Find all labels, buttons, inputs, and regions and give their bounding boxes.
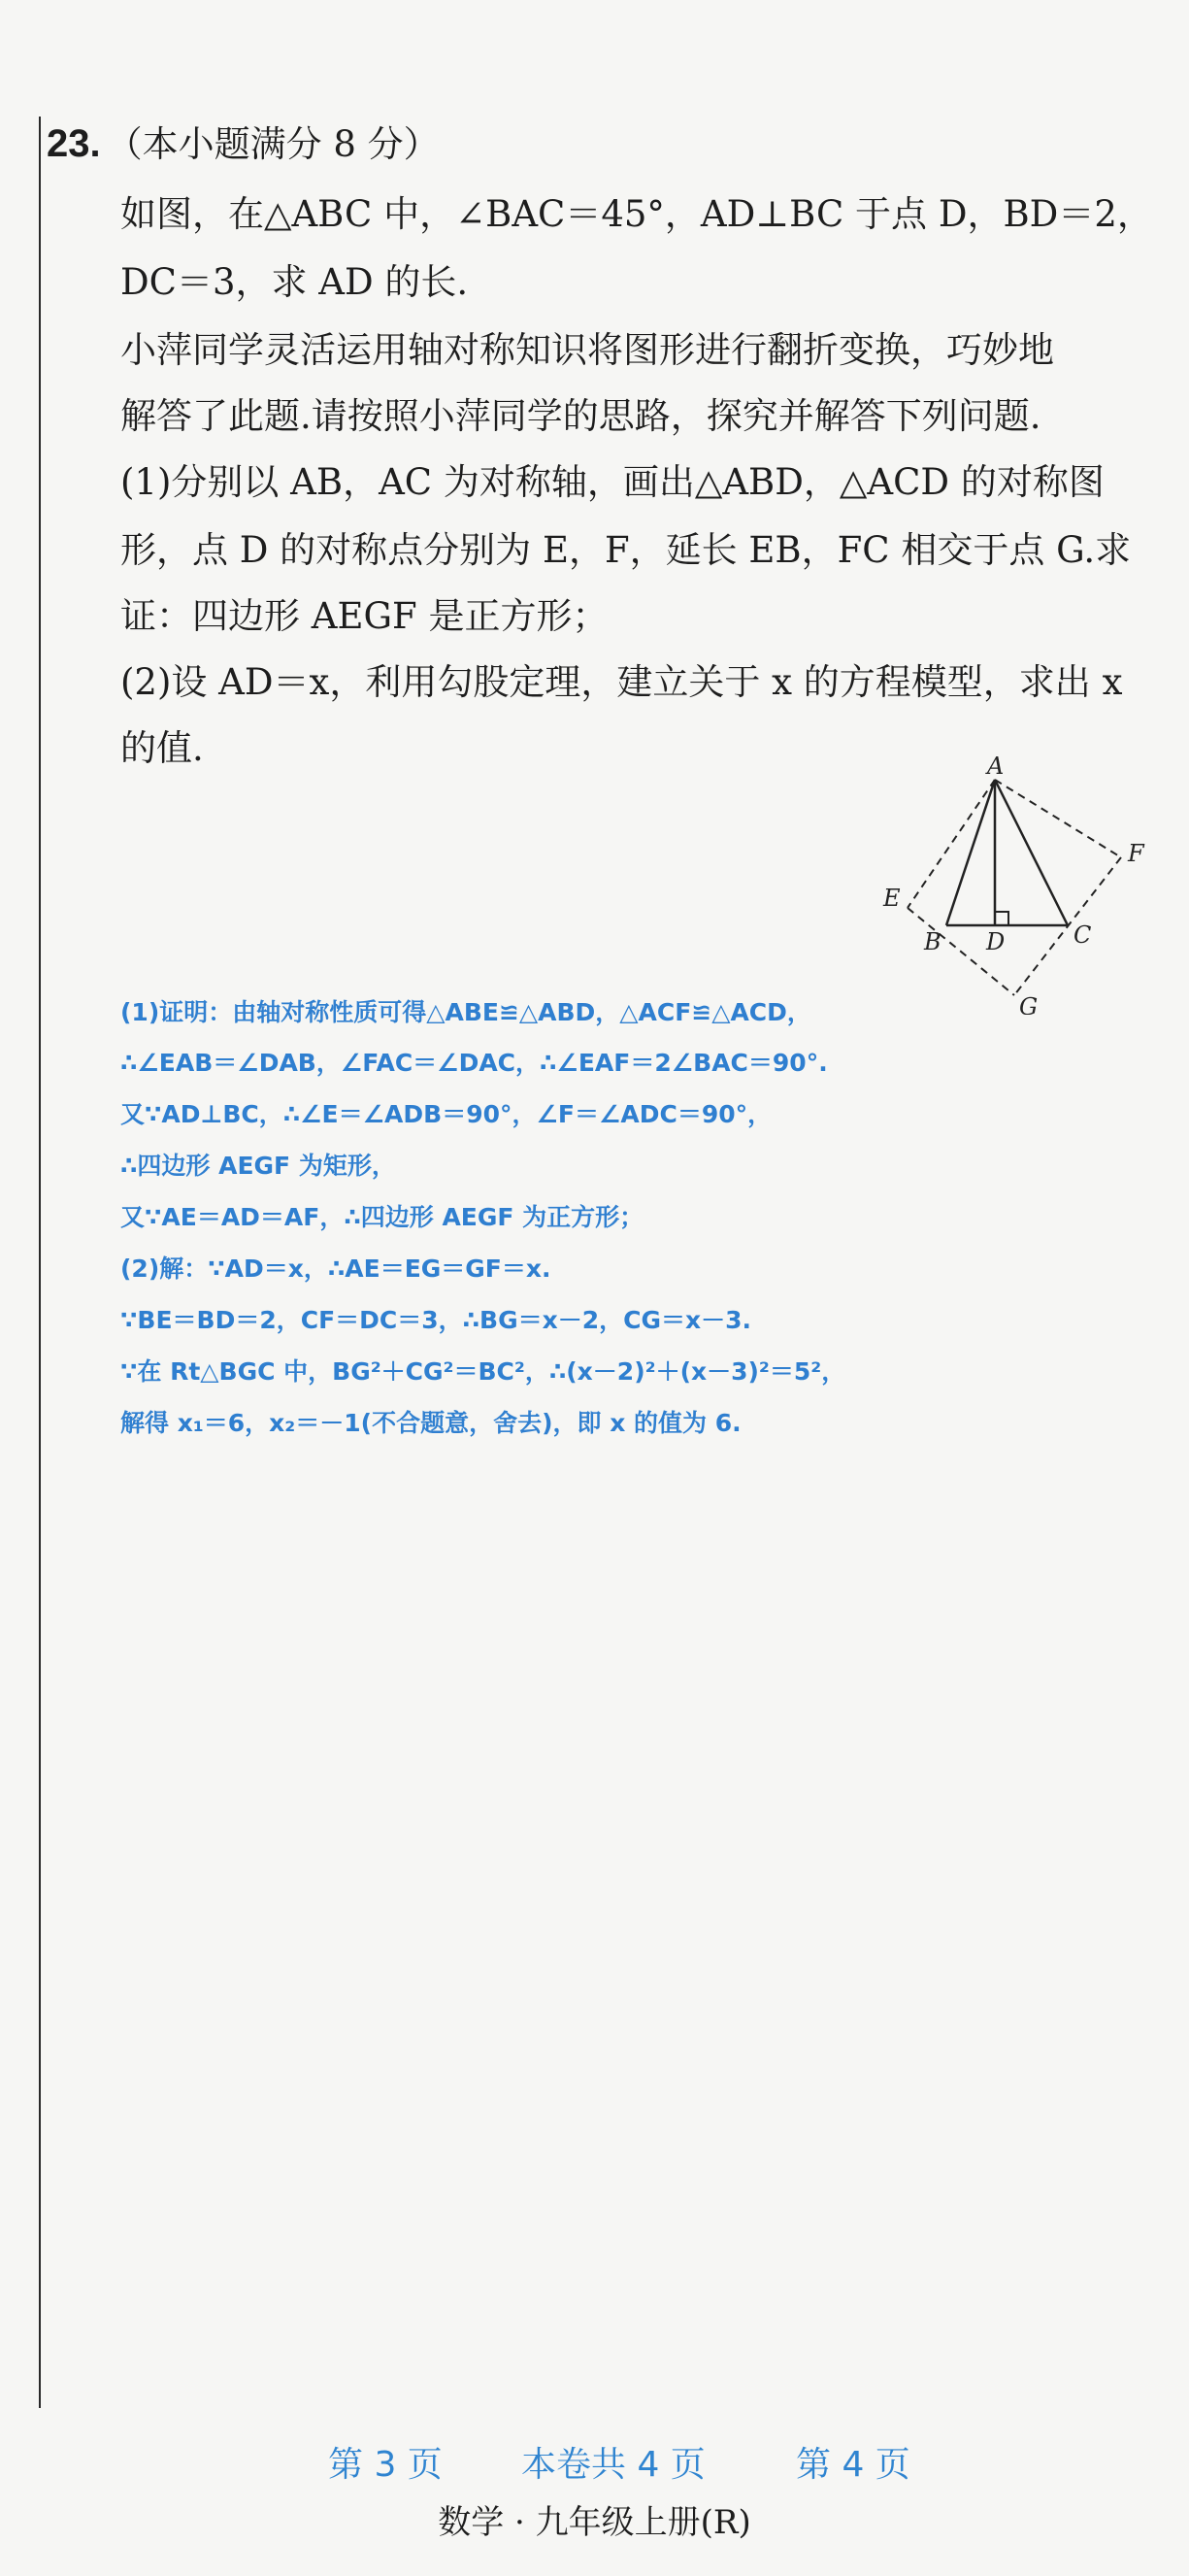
question-number: 23. — [47, 122, 101, 165]
answer-line: (1)证明：由轴对称性质可得△ABE≌△ABD，△ACF≌△ACD， — [120, 998, 811, 1026]
problem-line: DC＝3，求 AD 的长. — [120, 261, 469, 303]
label-b: B — [924, 928, 941, 955]
problem-line: (1)分别以 AB，AC 为对称轴，画出△ABD，△ACD 的对称图 — [120, 461, 1105, 503]
geometry-figure — [874, 753, 1145, 1015]
answer-line: 解得 x₁＝6，x₂＝－1(不合题意，舍去)，即 x 的值为 6. — [120, 1409, 742, 1437]
total-pages: 本卷共 4 页 — [521, 2445, 706, 2485]
page-number-left: 第 3 页 — [328, 2445, 443, 2485]
answer-line: (2)解：∵AD＝x，∴AE＝EG＝GF＝x. — [120, 1255, 551, 1283]
problem-line: 小萍同学灵活运用轴对称知识将图形进行翻折变换，巧妙地 — [120, 329, 1054, 371]
dashed-ae — [908, 780, 995, 908]
answer-line: ∴∠EAB＝∠DAB，∠FAC＝∠DAC，∴∠EAF＝2∠BAC＝90°. — [120, 1049, 828, 1077]
answer-line: ∵在 Rt△BGC 中，BG²＋CG²＝BC²，∴(x－2)²＋(x－3)²＝5²， — [120, 1357, 846, 1386]
problem-line: 解答了此题.请按照小萍同学的思路，探究并解答下列问题. — [120, 395, 1041, 437]
label-e: E — [883, 885, 901, 912]
score-note: （本小题满分 8 分） — [106, 123, 440, 165]
problem-line: 证：四边形 AEGF 是正方形； — [120, 595, 609, 637]
margin-line — [39, 117, 41, 2408]
label-d: D — [986, 928, 1006, 955]
right-angle-mark — [995, 912, 1008, 925]
label-a: A — [987, 753, 1005, 780]
label-f: F — [1128, 840, 1144, 867]
answer-line: ∴四边形 AEGF 为矩形， — [120, 1152, 396, 1180]
answer-line: 又∵AE＝AD＝AF，∴四边形 AEGF 为正方形； — [120, 1203, 644, 1231]
problem-line: 的值. — [120, 727, 204, 769]
answer-line: ∵BE＝BD＝2，CF＝DC＝3，∴BG＝x－2，CG＝x－3. — [120, 1306, 752, 1334]
page-number-right: 第 4 页 — [796, 2445, 910, 2485]
problem-line: (2)设 AD＝x，利用勾股定理，建立关于 x 的方程模型，求出 x — [120, 661, 1123, 703]
segment-ab — [946, 780, 995, 925]
label-c: C — [1073, 921, 1092, 949]
answer-line: 又∵AD⊥BC，∴∠E＝∠ADB＝90°，∠F＝∠ADC＝90°， — [120, 1100, 773, 1128]
label-g: G — [1019, 993, 1039, 1015]
page-footer — [0, 2437, 1189, 2486]
subject-line: 数学 · 九年级上册(R) — [438, 2503, 751, 2542]
question-header — [47, 124, 440, 163]
problem-line: 形，点 D 的对称点分别为 E，F，延长 EB，FC 相交于点 G.求 — [120, 529, 1132, 571]
problem-line: 如图，在△ABC 中，∠BAC＝45°，AD⊥BC 于点 D，BD＝2， — [120, 193, 1153, 235]
